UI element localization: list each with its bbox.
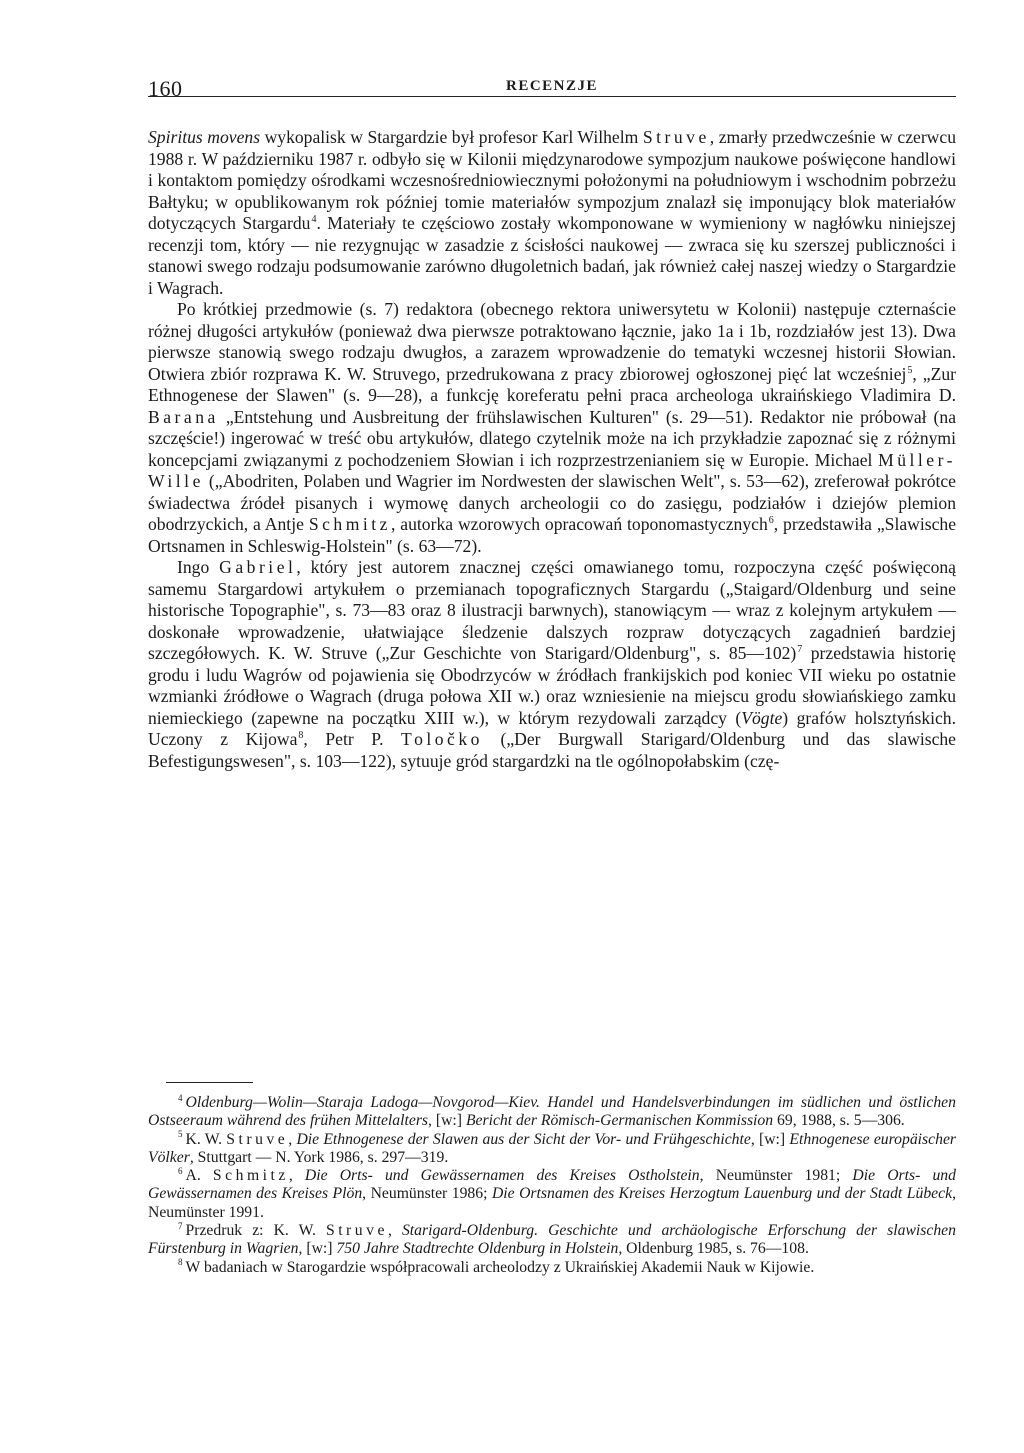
italic-text: Die Ethnogenese der Slawen aus der Sicht der Vor- und Frühgeschichte (296, 1130, 751, 1148)
text-run: , Neumünster 1991. (148, 1185, 956, 1221)
review-body (148, 127, 956, 772)
running-head: RECENZJE (505, 78, 599, 94)
page-header (148, 76, 956, 104)
text-run: ) grafów holsztyńskich. Uczony z Kijowa (148, 707, 957, 749)
page (148, 0, 956, 1453)
text-run: , przedstawiła „Slawische Ortsnamen in Schleswig-Holstein" (s. 63—72). (148, 514, 957, 556)
footnotes (148, 1094, 956, 1277)
text-run: , Oldenburg 1985, s. 76—108. (618, 1240, 809, 1258)
footnote-marker: 8 (178, 1257, 183, 1268)
italic-text: 750 Jahre Stadtrechte Oldenburg in Holstein (336, 1240, 619, 1258)
spaced-name: Barana (148, 406, 219, 427)
text-run: 69, 1988, s. 5—306. (773, 1112, 905, 1130)
spaced-name: Struve (226, 1130, 289, 1148)
italic-text: Die Ortsnamen des Kreises Herzogtum Lauenburg und der Stadt Lübeck (491, 1185, 953, 1203)
footnote-marker: 6 (768, 515, 774, 527)
footnote-marker: 6 (178, 1165, 183, 1176)
page-number: 160 (148, 76, 183, 101)
footnote (148, 1259, 956, 1277)
spaced-name: Schmitz (212, 1167, 289, 1185)
italic-text: Oldenburg—Wolin—Staraja Ladoga—Novgorod—Kiev. Handel und Handelsverbindungen im südlichen und östlichen Ostseeraum während des frühen Mittelalters (148, 1094, 956, 1130)
footnote-marker: 8 (298, 730, 304, 742)
text-run: przedstawia historię grodu i ludu Wagrów od pojawienia się Obodrzyców w źródłach frankijskich pod koniec VII wieku po ostatnie wzmianki źródłowe o Wagrach (druga połowa XII w.) oraz wzniesienie na miejscu grodu słowiańskiego zamku niemieckiego (zapewne na początku XIII w.), w którym rezydowali zarządcy ( (148, 643, 956, 728)
spaced-name: Schmitz (308, 514, 391, 534)
text-run: , Stuttgart — N. York 1986, s. 297—319. (189, 1148, 449, 1166)
footnote (148, 1131, 956, 1168)
header-rule (148, 96, 956, 97)
text-run: , [w:] (298, 1240, 337, 1258)
italic-text: Starigard-Oldenburg. Geschichte und archäologische Erforschung der slawischen Fürstenburg in Wagrien (148, 1222, 956, 1258)
text-run: , (288, 1167, 305, 1185)
text-run: wykopalisk w Stargardzie był profesor Karl Wilhelm (260, 127, 643, 147)
text-run: („Abodriten, Polaben und Wagrier im Nordwesten der slawischen Welt", s. 53—62), zreferował pokrótce świadectwa źródeł pisanych i wymowę danych archeologii co do zasięgu, podziałów i dziejów plemion obodrzyckich, a Antje (148, 471, 956, 534)
text-run: , [w:] (428, 1112, 466, 1130)
body-paragraph (148, 557, 956, 772)
footnote-marker: 4 (178, 1092, 183, 1103)
italic-text: Spiritus movens (148, 127, 261, 147)
text-run: „Entstehung und Ausbreitung der frühslawischen Kulturen" (s. 29—51). Redaktor nie próbował (na szczęście!) ingerować w treść obu artykułów, dlatego czytelnik może na ich przykładzie zapoznać się z różnymi koncepcjami związanymi z pochodzeniem Słowian i ich rozprzestrzenianiem się w Europie. Michael (148, 406, 956, 470)
text-run: , zmarły przedwcześnie w czerwcu 1988 r. W październiku 1987 r. odbyło się w Kilonii międzynarodowe sympozjum naukowe poświęcone handlowi i kontaktom pomiędzy ośrodkami wczesnośredniowiecznymi położonymi na południowym i wschodnim pobrzeżu Bałtyku; w opublikowanym rok później tomie materiałów sympozjum znalazł się imponujący blok materiałów dotyczących Stargardu (148, 127, 956, 233)
text-run: A. (185, 1167, 213, 1185)
spaced-name: Struve (642, 127, 710, 147)
text-run: , Petr P. (303, 729, 402, 749)
footnote-marker: 7 (178, 1220, 183, 1231)
text-run: , który jest autorem znacznej części omawianego tomu, rozpoczyna część poświęconą samemu Stargardowi artykułem o przemianach topograficznych Stargardu („Staigard/Oldenburg und seine historische Topographie", s. 73—83 oraz 8 ilustracji barwnych), stanowiącym — wraz z kolejnym artykułem — doskonałe wprowadzenie, ułatwiające śledzenie dalszych rozpraw dotyczących zagadnień bardziej szczegółowych. K. W. Struve („Zur Geschichte von Starigard/Oldenburg", s. 85—102) (148, 557, 956, 663)
italic-text: Die Orts- und Gewässernamen des Kreises Plön (148, 1167, 956, 1203)
text-run: , [w:] (750, 1130, 790, 1148)
text-run: , autorka wzorowych opracowań toponomastycznych (390, 514, 768, 534)
italic-text: Bericht der Römisch-Germanischen Kommission (465, 1112, 774, 1130)
text-run: („Der Burgwall Starigard/Oldenburg und das slawische Befestigungswesen", s. 103—122), sytuuje gród stargardzki na tle ogólnopołabskim (czę- (148, 729, 956, 771)
footnote (148, 1167, 956, 1222)
spaced-name: Müller-Wille (148, 449, 956, 491)
footnote (148, 1094, 956, 1131)
italic-text: Vögte (741, 707, 783, 728)
text-run: Ingo (177, 557, 220, 577)
italic-text: Ethnogenese europäischer Völker (148, 1130, 957, 1166)
text-run: , Neumünster 1986; (362, 1185, 492, 1203)
text-run: K. W. (185, 1130, 227, 1148)
text-run: , (387, 1222, 402, 1240)
footnote-marker: 4 (311, 214, 317, 226)
footnote (148, 1222, 956, 1259)
text-run: . Materiały te częściowo zostały wkomponowane w wymieniony w nagłówku niniejszej recenzji tom, który — nie rezygnując w zasadzie z ścisłości naukowej — zwraca się ku szerszej publiczności i stanowi swego rodzaju podsumowanie zarówno długoletnich badań, jak również całej naszej wiedzy o Stargardzie i Wagrach. (148, 213, 956, 298)
text-run: Po krótkiej przedmowie (s. 7) redaktora (obecnego rektora uniwersytetu w Kolonii) następuje czternaście różnej długości artykułów (ponieważ dwa pierwsze potraktowano łącznie, jako 1a i 1b, rozdziałów jest 13). Dwa pierwsze stanowią swego rodzaju dwugłos, a zarazem wprowadzenie do tematyki wczesnej historii Słowian. Otwiera zbiór rozprawa K. W. Struvego, przedrukowana z pracy zbiorowej ogłoszonej pięć lat wcześniej (148, 299, 956, 384)
footnote-marker: 5 (907, 364, 913, 376)
spaced-name: Toločko (401, 729, 483, 749)
italic-text: Die Orts- und Gewässernamen des Kreises Ostholstein (304, 1167, 700, 1185)
text-run: W badaniach w Starogardzie współpracowali archeolodzy z Ukraińskiej Akademii Nauk w Kijowie. (185, 1258, 815, 1276)
body-paragraph (148, 127, 956, 299)
footnote-marker: 7 (797, 644, 803, 656)
spaced-name: Struve (325, 1222, 388, 1240)
text-run: Przedruk z: K. W. (185, 1222, 326, 1240)
footnote-rule (166, 1082, 253, 1083)
text-run: , (288, 1130, 297, 1148)
footnote-marker: 5 (178, 1129, 183, 1140)
spaced-name: Gabriel (219, 557, 297, 577)
text-run: , Neumünster 1981; (699, 1167, 853, 1185)
body-paragraph (148, 299, 956, 557)
text-run: , „Zur Ethnogenese der Slawen" (s. 9—28), a funkcję koreferatu pełni praca archeologa ukraińskiego Vladimira D. (148, 363, 956, 405)
